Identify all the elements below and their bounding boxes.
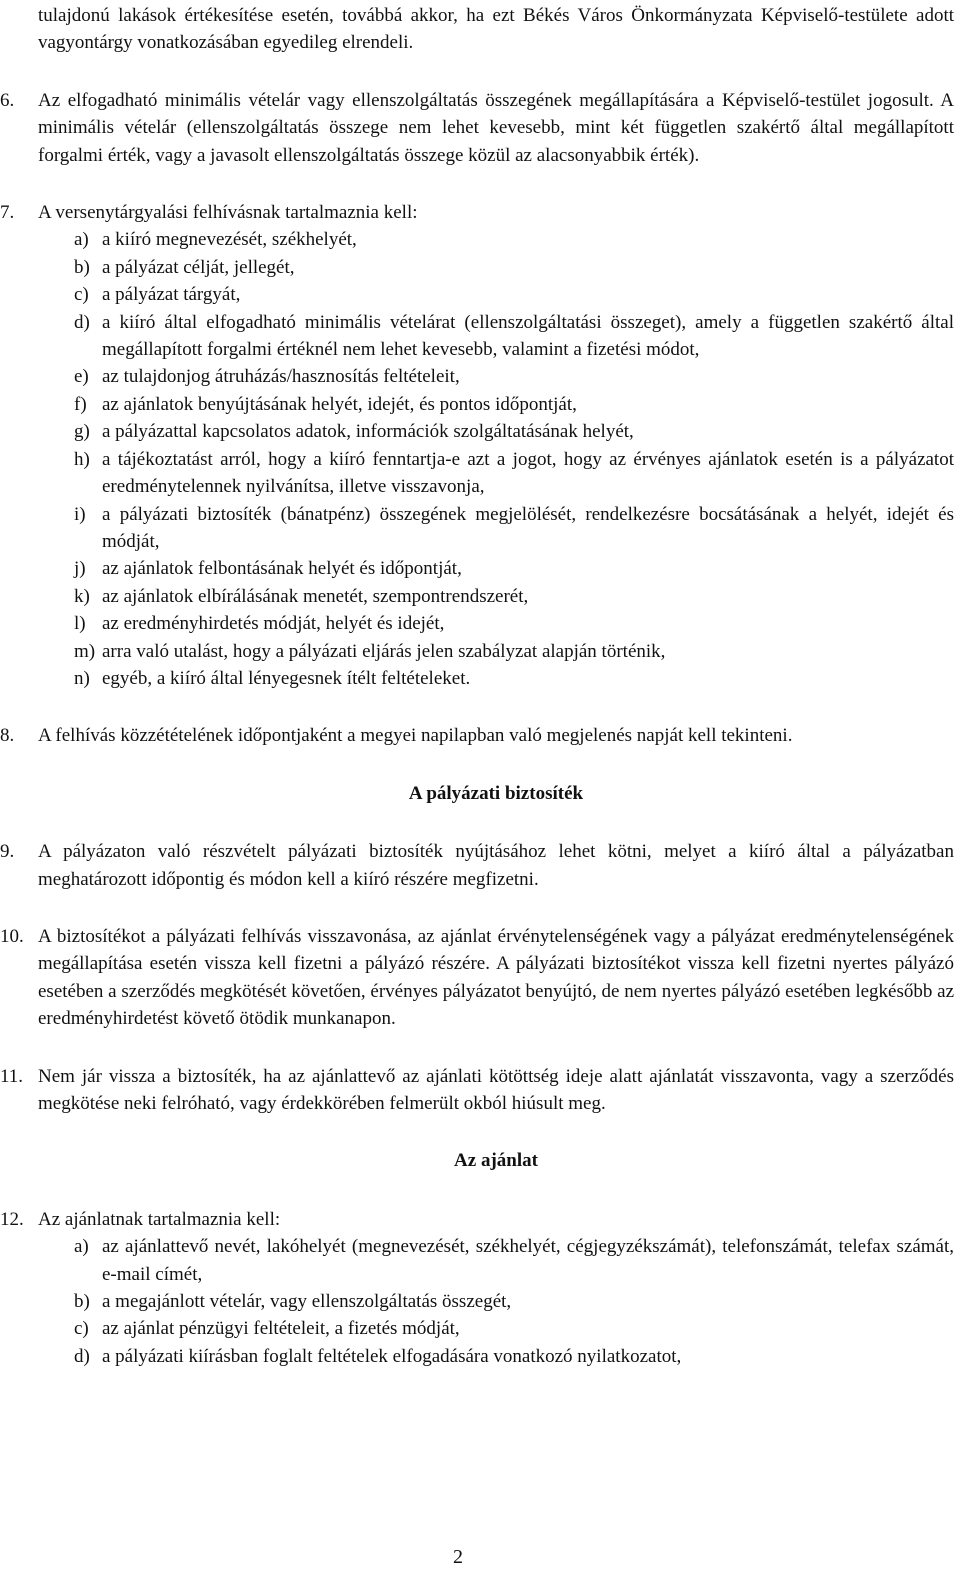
list-letter: c) [74, 1318, 89, 1340]
section-heading: Az ajánlat [454, 1150, 538, 1172]
requirements-list [38, 226, 954, 692]
paragraph-10 [0, 923, 954, 1033]
list-letter: n) [74, 667, 90, 689]
paragraph-11 [0, 1063, 954, 1118]
list-item-text: a pályázat tárgyát, [102, 284, 241, 306]
list-item-text: a pályázati kiírásban foglalt feltételek elfogadására vonatkozó nyilatkozatot, [102, 1345, 682, 1367]
paragraph-text: Az elfogadható minimális vételár vagy ellenszolgáltatás összegének megállapítására a Képviselő-testület jogosult. A minimális vételár (ellenszolgáltatás összege nem lehet kevesebb, mint két független szakértő által megállapított forgalmi érték, vagy a javasolt ellenszolgáltatás összege közül az alacsonyabbik érték). [38, 89, 954, 166]
list-item [74, 1343, 954, 1370]
paragraph-text: A versenytárgyalási felhívásnak tartalmaznia kell: [38, 202, 418, 224]
list-item [74, 665, 954, 692]
list-letter: j) [74, 558, 86, 580]
list-item-text: a pályázattal kapcsolatos adatok, információk szolgáltatásának helyét, [102, 421, 634, 443]
list-item [74, 446, 954, 501]
list-item [74, 309, 954, 364]
paragraph-body [38, 1206, 954, 1370]
list-item [74, 501, 954, 556]
paragraph-number: 10. [0, 925, 24, 947]
list-item-text: az ajánlattevő nevét, lakóhelyét (megnevezését, székhelyét, cégjegyzékszámát), telefonszámát, telefax számát, e-mail címét, [102, 1236, 954, 1285]
list-letter: d) [74, 311, 90, 333]
list-item-text: az ajánlatok elbírálásának menetét, szempontrendszerét, [102, 585, 529, 607]
list-item-text: az ajánlat pénzügyi feltételeit, a fizetés módját, [102, 1318, 460, 1340]
list-item-text: az ajánlatok benyújtásának helyét, idejét, és pontos időpontját, [102, 393, 577, 415]
paragraph-number: 7. [0, 202, 15, 224]
paragraph-text: A felhívás közzétételének időpontjaként a megyei napilapban való megjelenés napját kell tekinteni. [38, 725, 793, 747]
paragraph-text: A biztosítékot a pályázati felhívás visszavonása, az ajánlat érvénytelenségének vagy a pályázat eredménytelenségének megállapítása esetén vissza kell fizetni a pályázó részére. A pályázati biztosítékot vissza kell fizetni nyertes pályázó esetében a szerződés megkötését követően, érvényes pályázatot benyújtó, de nem nyertes pályázó esetében legkésőbb az eredményhirdetést követő ötödik munkanapon. [38, 925, 954, 1030]
paragraph-number: 12. [0, 1208, 24, 1230]
list-item-text: a kiíró megnevezését, székhelyét, [102, 229, 357, 251]
paragraph-6 [0, 87, 954, 169]
paragraph-text: Nem jár vissza a biztosíték, ha az ajánlattevő az ajánlati kötöttség ideje alatt ajánlatát visszavonta, vagy a szerződés megkötése neki felróható, vagy érdekkörében felmerült okból hiúsult meg. [38, 1065, 954, 1114]
document-body [0, 2, 954, 1400]
section-heading: A pályázati biztosíték [408, 782, 584, 804]
list-item-text: a pályázat célját, jellegét, [102, 256, 295, 278]
paragraph-text: Az ajánlatnak tartalmaznia kell: [38, 1208, 281, 1230]
list-item [74, 1233, 954, 1288]
list-letter: a) [74, 1236, 89, 1258]
list-letter: k) [74, 585, 90, 607]
offer-contents-list [38, 1233, 954, 1370]
list-letter: b) [74, 256, 90, 278]
list-letter: g) [74, 421, 90, 443]
list-item [74, 610, 954, 637]
list-item [74, 638, 954, 665]
list-item [74, 1315, 954, 1342]
list-letter: c) [74, 284, 89, 306]
paragraph-number: 8. [0, 725, 15, 747]
list-item [74, 583, 954, 610]
paragraph-9 [0, 838, 954, 893]
list-letter: m) [74, 640, 96, 662]
paragraph-8 [0, 722, 954, 749]
list-letter: l) [74, 613, 86, 635]
list-item [74, 226, 954, 253]
list-letter: a) [74, 229, 89, 251]
list-item-text: a pályázati biztosíték (bánatpénz) összegének megjelölését, rendelkezésre bocsátásának a helyét, idejét és módját, [102, 503, 954, 552]
list-letter: e) [74, 366, 89, 388]
list-letter: i) [74, 503, 86, 525]
list-item-text: az eredményhirdetés módját, helyét és idejét, [102, 613, 445, 635]
paragraph-number: 11. [0, 1065, 24, 1087]
list-item-text: egyéb, a kiíró által lényegesnek ítélt feltételeket. [102, 667, 471, 689]
paragraph-number: 6. [0, 89, 15, 111]
paragraph-12 [0, 1206, 954, 1370]
list-letter: f) [74, 393, 87, 415]
list-item [74, 1288, 954, 1315]
list-item [74, 418, 954, 445]
list-item-text: a tájékoztatást arról, hogy a kiíró fenntartja-e azt a jogot, hogy az érvényes ajánlatok esetén is a pályázatot eredménytelennek nyilvánítsa, illetve visszavonja, [102, 448, 954, 498]
list-item [74, 363, 954, 390]
page-number: 2 [453, 1546, 463, 1568]
list-item-text: arra való utalást, hogy a pályázati eljárás jelen szabályzat alapján történik, [102, 640, 666, 662]
list-item-text: a megajánlott vételár, vagy ellenszolgáltatás összegét, [102, 1291, 512, 1313]
list-item [74, 555, 954, 582]
list-item [74, 254, 954, 281]
list-item-text: az tulajdonjog átruházás/hasznosítás feltételeit, [102, 366, 460, 388]
paragraph-body [38, 199, 954, 692]
list-item [74, 391, 954, 418]
list-item-text: a kiíró által elfogadható minimális vételárat (ellenszolgáltatási összeget), amely a független szakértő által megállapított forgalmi értéknél nem lehet kevesebb, valamint a fizetési módot, [102, 311, 954, 361]
paragraph-text: A pályázaton való részvételt pályázati biztosíték nyújtásához lehet kötni, melyet a kiíró által a pályázatban meghatározott időpontig és módon kell a kiíró részére megfizetni. [38, 841, 954, 890]
list-item-text: az ajánlatok felbontásának helyét és időpontját, [102, 558, 462, 580]
intro-paragraph: tulajdonú lakások értékesítése esetén, továbbá akkor, ha ezt Békés Város Önkormányzata Képviselő-testülete adott vagyontárgy vonatkozásában egyedileg elrendeli. [38, 5, 954, 54]
list-item [74, 281, 954, 308]
list-letter: b) [74, 1291, 90, 1313]
paragraph-number: 9. [0, 841, 15, 863]
list-letter: h) [74, 448, 90, 470]
paragraph-7 [0, 199, 954, 692]
list-letter: d) [74, 1345, 90, 1367]
